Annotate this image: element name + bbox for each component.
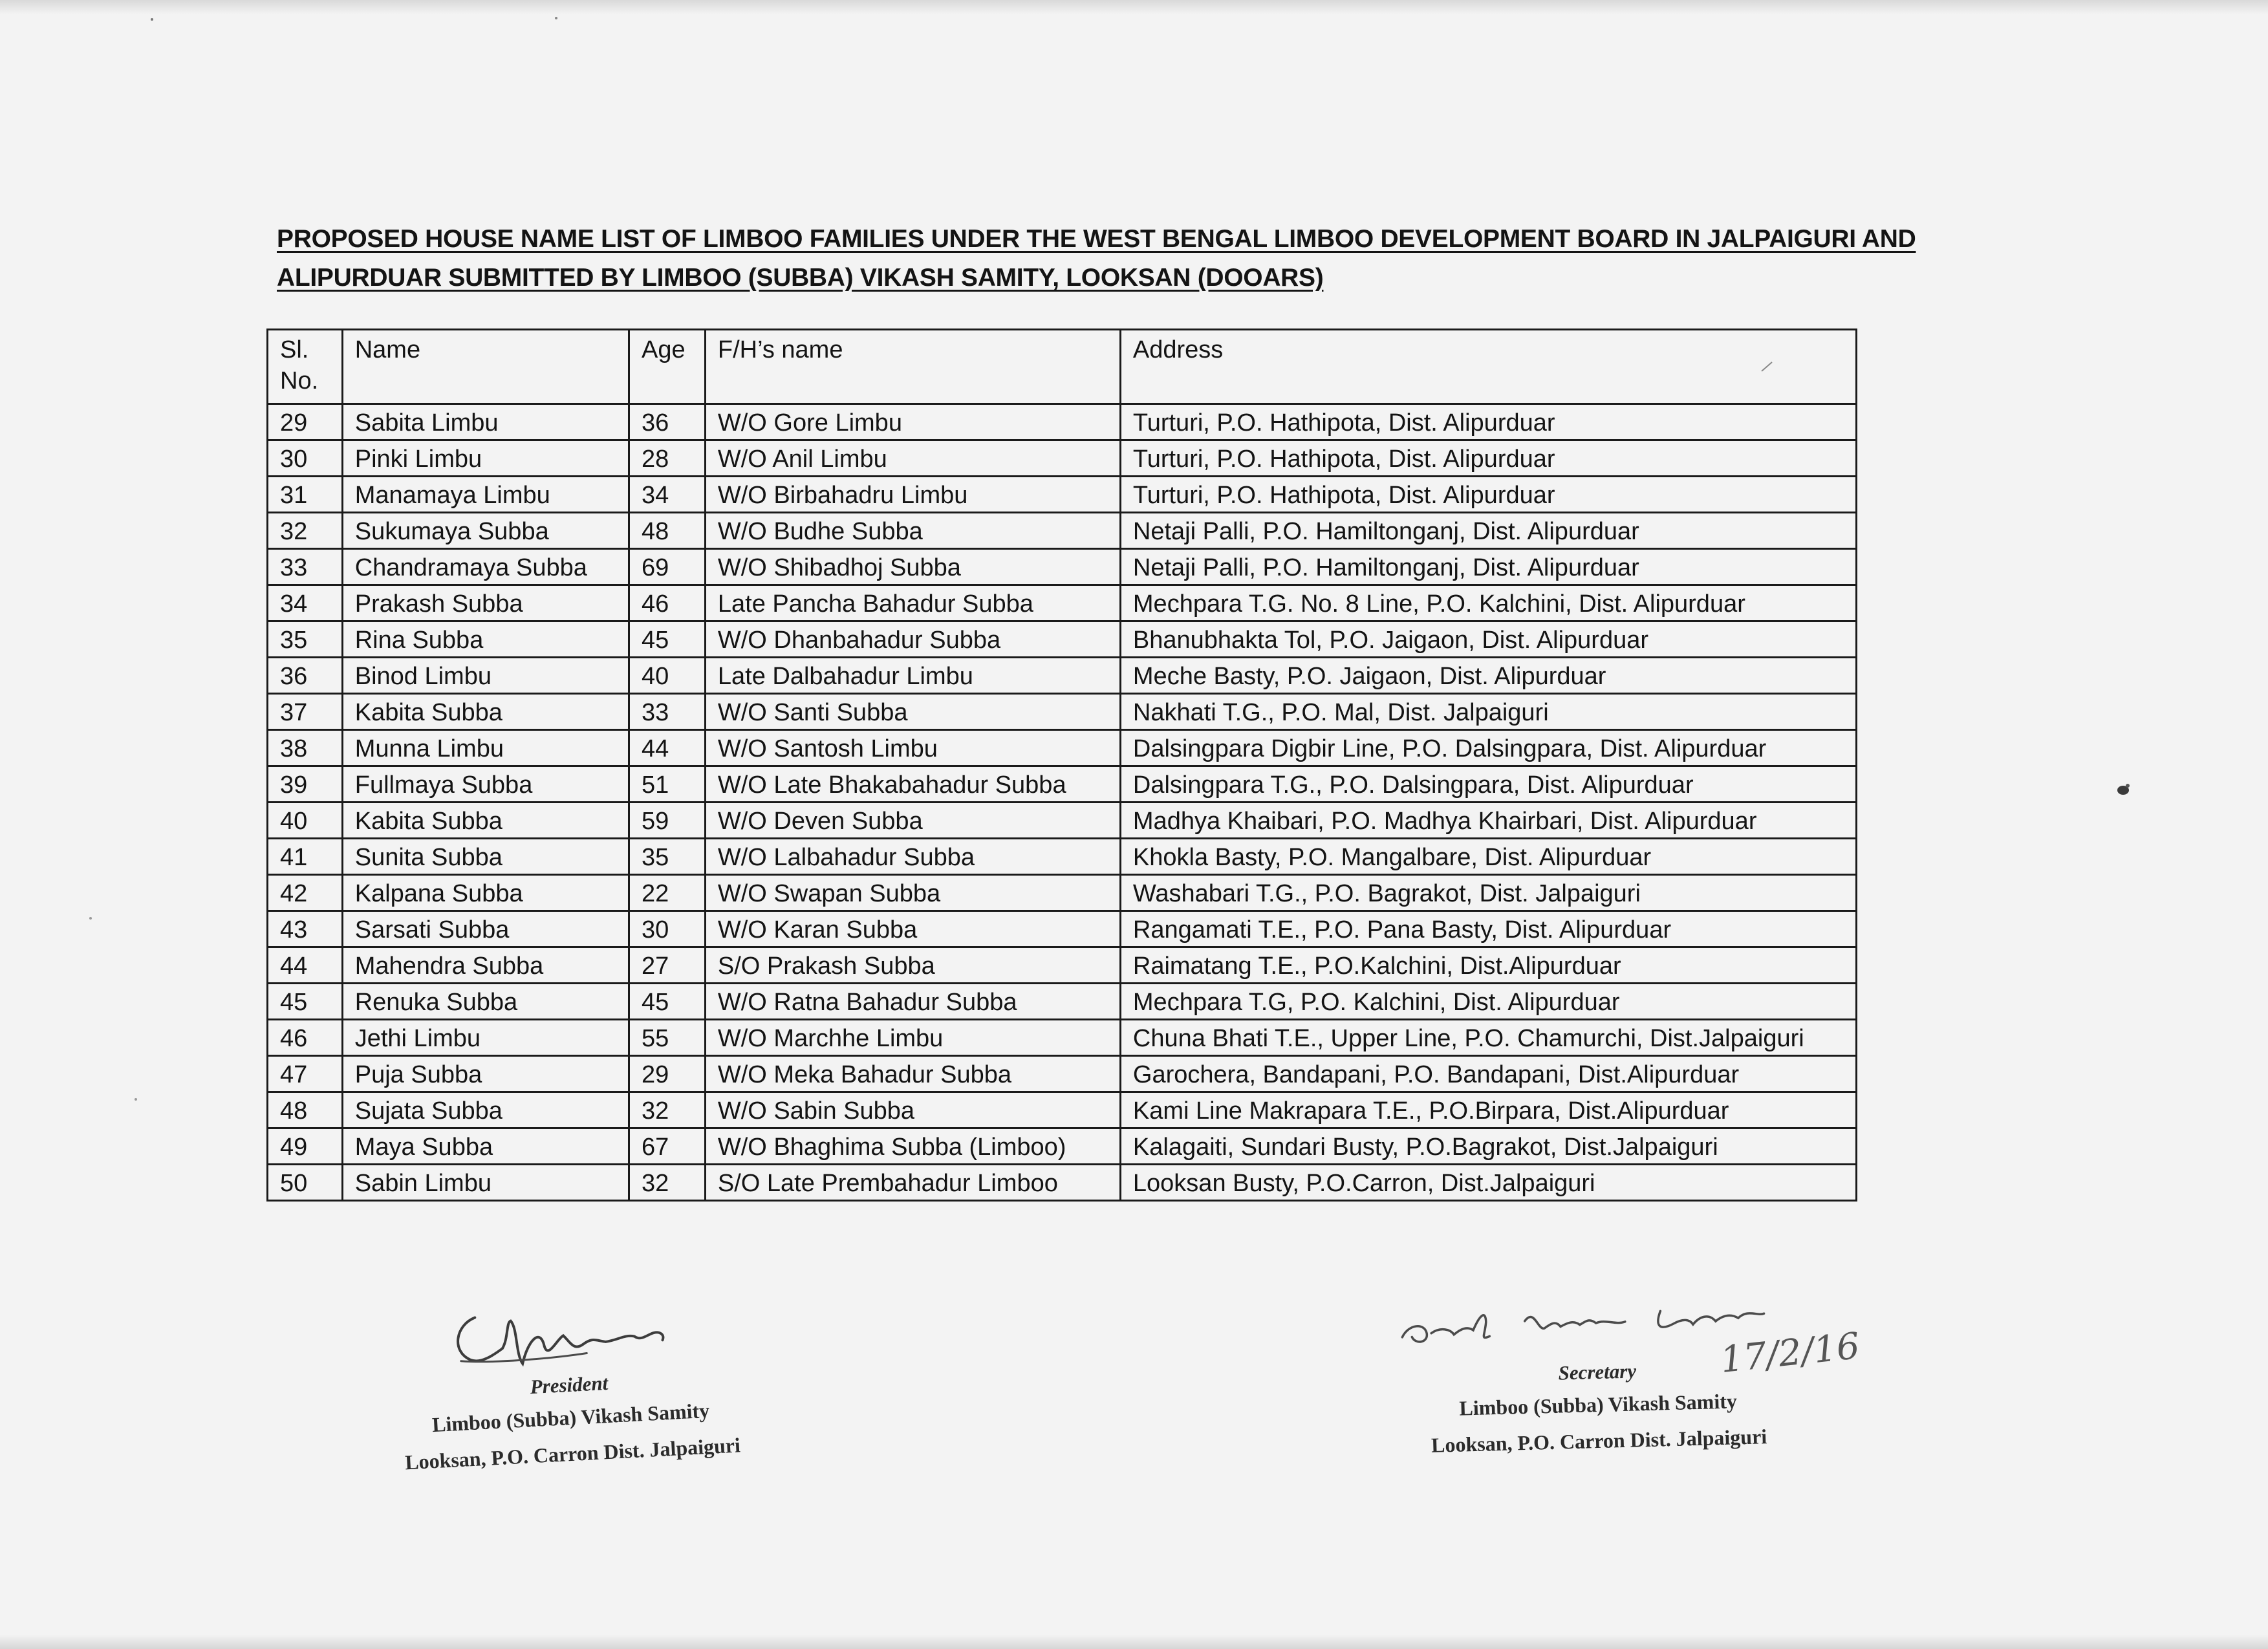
cell-fh-name: W/O Gore Limbu: [705, 404, 1120, 440]
president-org-address: Looksan, P.O. Carron Dist. Jalpaiguri: [404, 1433, 741, 1474]
cell-sl: 33: [268, 549, 343, 585]
cell-age: 45: [629, 621, 706, 658]
cell-age: 44: [629, 730, 706, 766]
cell-sl: 45: [268, 984, 343, 1020]
cell-age: 55: [629, 1020, 706, 1056]
cell-sl: 37: [268, 694, 343, 730]
cell-address: Mechpara T.G. No. 8 Line, P.O. Kalchini, Dist. Alipurduar: [1120, 585, 1856, 621]
cell-fh-name: W/O Deven Subba: [705, 803, 1120, 839]
cell-name: Sukumaya Subba: [342, 513, 629, 549]
cell-fh-name: S/O Prakash Subba: [705, 947, 1120, 984]
table-row: [268, 730, 1857, 766]
table-row: [268, 694, 1857, 730]
table-row: [268, 1092, 1857, 1128]
cell-sl: 34: [268, 585, 343, 621]
table-row: [268, 440, 1857, 477]
cell-sl: 40: [268, 803, 343, 839]
secretary-title: Secretary: [1558, 1359, 1637, 1385]
cell-sl: 44: [268, 947, 343, 984]
cell-sl: 48: [268, 1092, 343, 1128]
cell-address: Netaji Palli, P.O. Hamiltonganj, Dist. Alipurduar: [1120, 549, 1856, 585]
cell-fh-name: W/O Marchhe Limbu: [705, 1020, 1120, 1056]
table-row: [268, 585, 1857, 621]
cell-age: 45: [629, 984, 706, 1020]
cell-sl: 46: [268, 1020, 343, 1056]
cell-sl: 43: [268, 911, 343, 947]
table-row: [268, 621, 1857, 658]
table-row: [268, 513, 1857, 549]
cell-fh-name: W/O Late Bhakabahadur Subba: [705, 766, 1120, 803]
president-signature-block: [383, 1291, 754, 1482]
cell-address: Washabari T.G., P.O. Bagrakot, Dist. Jalpaiguri: [1120, 875, 1856, 911]
cell-fh-name: W/O Dhanbahadur Subba: [705, 621, 1120, 658]
heading-line-1: PROPOSED HOUSE NAME LIST OF LIMBOO FAMILIES UNDER THE WEST BENGAL LIMBOO DEVELOPMENT BOARD IN JALPAIGURI AND: [277, 225, 1916, 253]
cell-name: Sabin Limbu: [342, 1165, 629, 1201]
cell-fh-name: S/O Late Prembahadur Limboo: [705, 1165, 1120, 1201]
cell-fh-name: Late Pancha Bahadur Subba: [705, 585, 1120, 621]
cell-address: Looksan Busty, P.O.Carron, Dist.Jalpaiguri: [1120, 1165, 1856, 1201]
table-row: [268, 839, 1857, 875]
cell-name: Jethi Limbu: [342, 1020, 629, 1056]
cell-sl: 35: [268, 621, 343, 658]
cell-address: Rangamati T.E., P.O. Pana Basty, Dist. Alipurduar: [1120, 911, 1856, 947]
cell-address: Bhanubhakta Tol, P.O. Jaigaon, Dist. Alipurduar: [1120, 621, 1856, 658]
header-sl-line1: Sl.: [280, 336, 309, 363]
cell-fh-name: W/O Karan Subba: [705, 911, 1120, 947]
table-row: [268, 404, 1857, 440]
cell-age: 33: [629, 694, 706, 730]
cell-address: Mechpara T.G, P.O. Kalchini, Dist. Alipurduar: [1120, 984, 1856, 1020]
table-row: [268, 803, 1857, 839]
cell-address: Dalsingpara Digbir Line, P.O. Dalsingpara, Dist. Alipurduar: [1120, 730, 1856, 766]
cell-fh-name: W/O Birbahadru Limbu: [705, 477, 1120, 513]
cell-address: Kalagaiti, Sundari Busty, P.O.Bagrakot, Dist.Jalpaiguri: [1120, 1128, 1856, 1165]
table-row: [268, 1056, 1857, 1092]
cell-sl: 32: [268, 513, 343, 549]
cell-name: Puja Subba: [342, 1056, 629, 1092]
secretary-org-name: Limboo (Subba) Vikash Samity: [1459, 1389, 1738, 1420]
cell-name: Sujata Subba: [342, 1092, 629, 1128]
ink-speck: [151, 18, 153, 21]
cell-address: Raimatang T.E., P.O.Kalchini, Dist.Alipurduar: [1120, 947, 1856, 984]
cell-fh-name: W/O Shibadhoj Subba: [705, 549, 1120, 585]
cell-name: Sarsati Subba: [342, 911, 629, 947]
secretary-org-address: Looksan, P.O. Carron Dist. Jalpaiguri: [1431, 1425, 1767, 1457]
president-org-name: Limboo (Subba) Vikash Samity: [431, 1398, 710, 1437]
cell-address: Chuna Bhati T.E., Upper Line, P.O. Chamurchi, Dist.Jalpaiguri: [1120, 1020, 1856, 1056]
cell-sl: 30: [268, 440, 343, 477]
cell-address: Turturi, P.O. Hathipota, Dist. Alipurduar: [1120, 404, 1856, 440]
president-handwritten-signature: [429, 1293, 704, 1378]
cell-age: 32: [629, 1092, 706, 1128]
cell-fh-name: W/O Santosh Limbu: [705, 730, 1120, 766]
cell-age: 34: [629, 477, 706, 513]
cell-age: 22: [629, 875, 706, 911]
cell-fh-name: W/O Anil Limbu: [705, 440, 1120, 477]
ink-speck: [555, 17, 557, 19]
cell-name: Sunita Subba: [342, 839, 629, 875]
cell-address: Turturi, P.O. Hathipota, Dist. Alipurduar: [1120, 477, 1856, 513]
table-row: [268, 947, 1857, 984]
cell-name: Chandramaya Subba: [342, 549, 629, 585]
signature-stroke: [1402, 1308, 1765, 1342]
table-row: [268, 658, 1857, 694]
cell-name: Munna Limbu: [342, 730, 629, 766]
cell-name: Prakash Subba: [342, 585, 629, 621]
cell-sl: 38: [268, 730, 343, 766]
header-fh-name: F/H’s name: [705, 330, 1120, 404]
cell-name: Mahendra Subba: [342, 947, 629, 984]
cell-fh-name: W/O Swapan Subba: [705, 875, 1120, 911]
cell-fh-name: W/O Bhaghima Subba (Limboo): [705, 1128, 1120, 1165]
cell-age: 69: [629, 549, 706, 585]
ink-speck: [135, 1098, 137, 1101]
header-age: Age: [629, 330, 706, 404]
cell-age: 28: [629, 440, 706, 477]
table-row: [268, 875, 1857, 911]
cell-address: Meche Basty, P.O. Jaigaon, Dist. Alipurduar: [1120, 658, 1856, 694]
cell-sl: 50: [268, 1165, 343, 1201]
cell-name: Manamaya Limbu: [342, 477, 629, 513]
cell-sl: 42: [268, 875, 343, 911]
cell-name: Kabita Subba: [342, 803, 629, 839]
cell-name: Kalpana Subba: [342, 875, 629, 911]
cell-name: Binod Limbu: [342, 658, 629, 694]
cell-fh-name: W/O Meka Bahadur Subba: [705, 1056, 1120, 1092]
cell-address: Dalsingpara T.G., P.O. Dalsingpara, Dist. Alipurduar: [1120, 766, 1856, 803]
cell-fh-name: Late Dalbahadur Limbu: [705, 658, 1120, 694]
cell-fh-name: W/O Sabin Subba: [705, 1092, 1120, 1128]
cell-address: Khokla Basty, P.O. Mangalbare, Dist. Alipurduar: [1120, 839, 1856, 875]
table-row: [268, 766, 1857, 803]
cell-sl: 29: [268, 404, 343, 440]
cell-fh-name: W/O Budhe Subba: [705, 513, 1120, 549]
cell-name: Pinki Limbu: [342, 440, 629, 477]
header-sl-line2: No.: [280, 367, 319, 394]
table-row: [268, 549, 1857, 585]
table-header-row: [268, 330, 1857, 404]
cell-age: 51: [629, 766, 706, 803]
cell-fh-name: W/O Ratna Bahadur Subba: [705, 984, 1120, 1020]
cell-fh-name: W/O Lalbahadur Subba: [705, 839, 1120, 875]
header-name: Name: [342, 330, 629, 404]
cell-age: 35: [629, 839, 706, 875]
cell-sl: 41: [268, 839, 343, 875]
handwritten-date: 17/2/16: [1718, 1324, 1862, 1382]
cell-age: 46: [629, 585, 706, 621]
cell-sl: 39: [268, 766, 343, 803]
cell-age: 27: [629, 947, 706, 984]
cell-age: 32: [629, 1165, 706, 1201]
header-sl-no: [268, 330, 343, 404]
signature-stroke: [457, 1308, 664, 1367]
cell-name: Sabita Limbu: [342, 404, 629, 440]
cell-age: 30: [629, 911, 706, 947]
table-row: [268, 1165, 1857, 1201]
cell-sl: 49: [268, 1128, 343, 1165]
cell-age: 40: [629, 658, 706, 694]
cell-address: Netaji Palli, P.O. Hamiltonganj, Dist. Alipurduar: [1120, 513, 1856, 549]
cell-address: Kami Line Makrapara T.E., P.O.Birpara, Dist.Alipurduar: [1120, 1092, 1856, 1128]
cell-sl: 36: [268, 658, 343, 694]
families-table: [266, 329, 1857, 1202]
cell-sl: 47: [268, 1056, 343, 1092]
table-row: [268, 1020, 1857, 1056]
cell-age: 59: [629, 803, 706, 839]
cell-name: Maya Subba: [342, 1128, 629, 1165]
header-address: Address: [1120, 330, 1856, 404]
table-row: [268, 984, 1857, 1020]
cell-address: Garochera, Bandapani, P.O. Bandapani, Dist.Alipurduar: [1120, 1056, 1856, 1092]
cell-name: Fullmaya Subba: [342, 766, 629, 803]
cell-age: 67: [629, 1128, 706, 1165]
heading-line-2: ALIPURDUAR SUBMITTED BY LIMBOO (SUBBA) VIKASH SAMITY, LOOKSAN (DOOARS): [277, 264, 1324, 292]
table-row: [268, 911, 1857, 947]
cell-name: Rina Subba: [342, 621, 629, 658]
table-row: [268, 477, 1857, 513]
cell-sl: 31: [268, 477, 343, 513]
cell-address: Madhya Khaibari, P.O. Madhya Khairbari, Dist. Alipurduar: [1120, 803, 1856, 839]
cell-age: 48: [629, 513, 706, 549]
cell-address: Nakhati T.G., P.O. Mal, Dist. Jalpaiguri: [1120, 694, 1856, 730]
cell-fh-name: W/O Santi Subba: [705, 694, 1120, 730]
cell-name: Renuka Subba: [342, 984, 629, 1020]
cell-name: Kabita Subba: [342, 694, 629, 730]
table-row: [268, 1128, 1857, 1165]
document-heading: [277, 220, 1916, 297]
president-title: President: [529, 1371, 609, 1399]
cell-age: 29: [629, 1056, 706, 1092]
ink-speck: [2126, 784, 2130, 788]
cell-age: 36: [629, 404, 706, 440]
cell-address: Turturi, P.O. Hathipota, Dist. Alipurduar: [1120, 440, 1856, 477]
ink-speck: [89, 917, 92, 920]
